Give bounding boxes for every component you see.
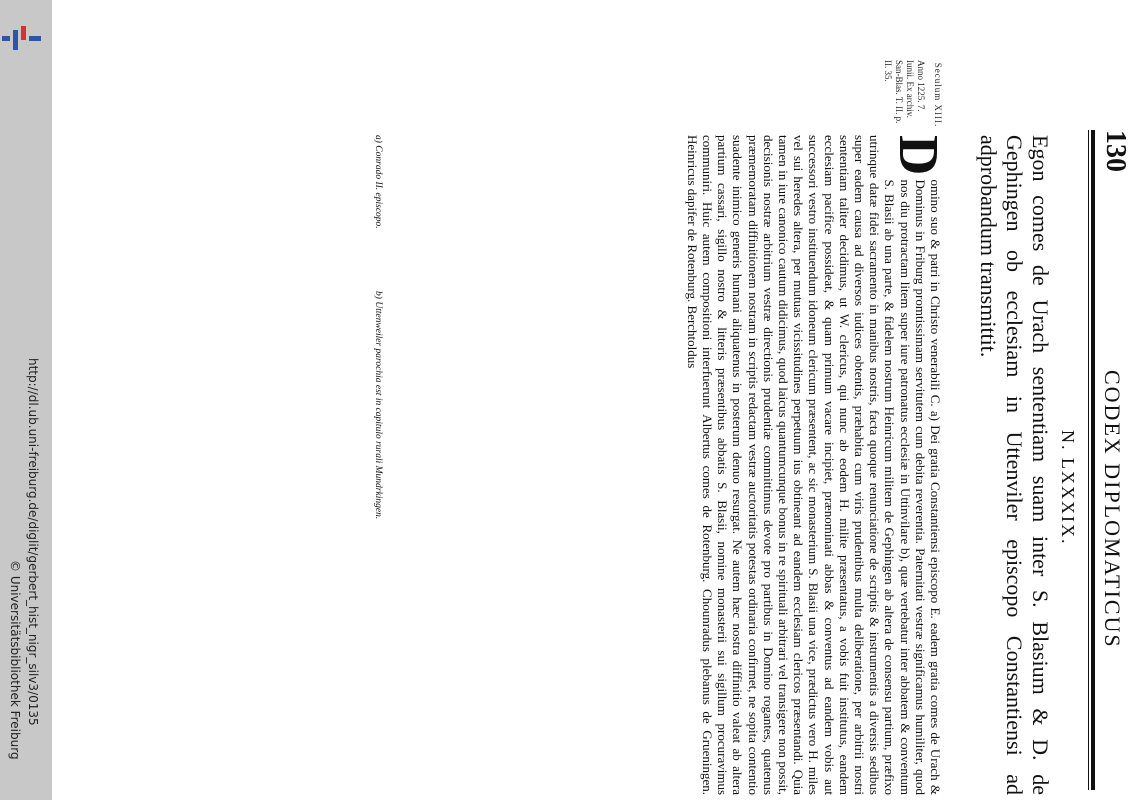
margin-note: Anno 1225. 7. Iunii. Ex archiv. San-Blas. T. II. p. II. 35.: [883, 60, 926, 124]
footnotes: [373, 135, 383, 795]
document-body: [684, 135, 949, 795]
document-page: [116, 0, 1141, 800]
copyright-credit: © Universitätsbibliothek Freiburg: [8, 560, 22, 760]
footnote-b: b) Uttenweiler parochia est in capitulo rurali Mundrkingen.: [373, 291, 383, 520]
body-text: omino suo & patri in Christo venerabili C. a) Dei gratia Constantiensi episcopo E. eadem gratia comes de Urach & Dominus in Friburg promtissimam servitutem cum debita reverentia. Paternitati vestræ significamus humiliter, quod nos diu protractam litem super iure patronatus ecclesiæ in Uttinvilare b), quæ vertebatur inter abbatem & conventum S. Blasii ab una parte, & fidelem nostrum Heinricum militem de Gephingen ab altera de consensu partium, præfixo utrinque datæ fidei sacramento in manibus nostris, facta quoque renunciatione de scriptis & instrumentis a diversis sedibus super eadem causa ad diversos iudices obtentis, præhabita cum viris prudentibus multa deliberatione, per arbitrii nostri sententiam taliter decidimus, ut W. clericus, qui nunc ab eodem H. milite præsentatus, a vobis fuit institutus, eandem ecclesiam pacifice possideat, & quam primum vacare incipiet, prænominati abbas & conventus ad eandem vobis aut successori vestro instituendum idoneum clericum præsentent, ac sic monasterium S. Blasii una vice, prædictus vero H. miles vel sui heredes altera, per mutuas vicissitudines perpetuum ius obtineant ad eandem ecclesiam clericos præsentandi. Quia tamen in iure canonico cautum didicimus, quod laicus quantumcunque bonus in re spirituali arbitrari vel transigere non possit, decisionis nostræ arbitrium vestræ directionis prudentiæ committimus devote pro partibus in Domino rogantes, quatenus præmemoratam diffinitionem nostram in scriptis redactam vestræ auctoritatis potestas ordinaria confirmet, ne sopita contentio suadente inimico generis humani aliquatenus in posterum denuo resurgat. Ne autem hæc nostra diffinitio valeat ab altera partium cassari, sigillo nostro & litteris præsentibus abbatis S. Blasii, nomine monasterii sui sigillum procuravimus communiri. Huic autem compositioni interfuerunt Albertus comes de Rotenburg. Chounradus plebanus de Grueningen. Heinricus dapifer de Rotenburg. Berchtoldus: [684, 135, 943, 795]
drop-cap: D: [887, 135, 949, 176]
source-url[interactable]: http://dl.ub.uni-freiburg.de/diglit/gerbert_hist_nigr_silv3/0135: [26, 358, 40, 726]
header-rule: [1091, 130, 1095, 790]
page-number: 130: [1100, 130, 1131, 172]
scanned-page: [58, 0, 1142, 800]
margin-century: Seculum XIII.: [933, 62, 943, 128]
document-number: N. LXXXIX.: [1058, 430, 1078, 546]
footnote-a: a) Conrado II. episcopo.: [373, 135, 383, 229]
header-rule-thin: [1088, 130, 1089, 790]
running-head: CODEX DIPLOMATICUS: [1100, 370, 1125, 649]
margin-notes: [882, 60, 943, 130]
url-credit-strip: [0, 0, 52, 800]
document-title: Egon comes de Urach sententiam suam inter S. Blasium & D. de Gephingen ob ecclesiam in Uttenviler episcopo Constantiensi ad adprobandum transmittit.: [976, 135, 1053, 795]
